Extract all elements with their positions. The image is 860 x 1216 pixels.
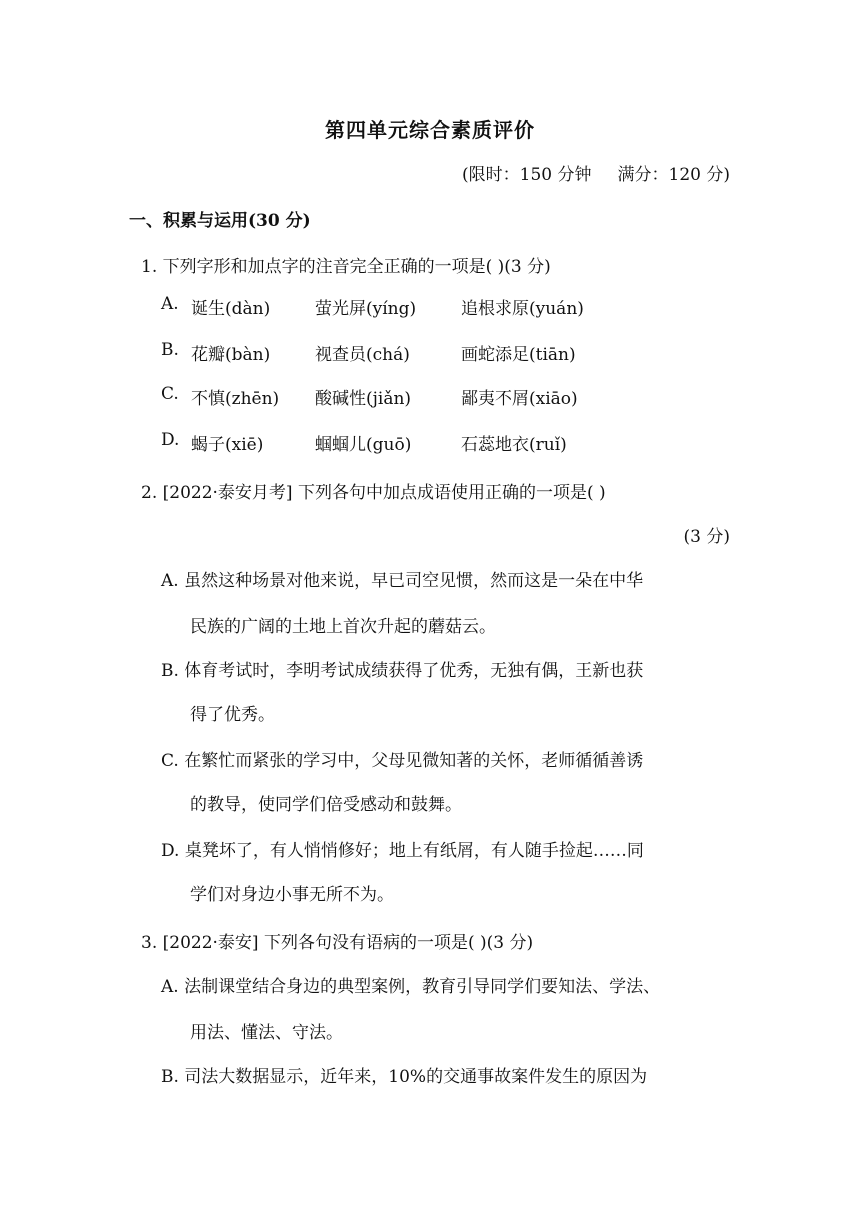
- option-part: 蝈蝈儿(guō): [315, 435, 412, 455]
- option-label: C.: [161, 384, 179, 404]
- q1-option-b: [161, 340, 576, 365]
- q2-option-b-line1: B. 体育考试时，李明考试成绩获得了优秀，无独有偶，王新也获: [161, 661, 644, 681]
- question-3-stem: 3. [2022·泰安] 下列各句没有语病的一项是( )(3 分): [141, 933, 534, 953]
- option-part: 鄙夷不屑(xiāo): [461, 389, 578, 409]
- q3-option-a-line1: A. 法制课堂结合身边的典型案例，教育引导同学们要知法、学法、: [161, 977, 661, 997]
- q2-option-d-line2: 学们对身边小事无所不为。: [190, 885, 394, 905]
- option-part: 萤光屏(yíng): [315, 299, 417, 319]
- option-part: 花瓣(bàn): [191, 345, 271, 365]
- option-part: 追根求原(yuán): [461, 299, 584, 319]
- q2-option-a-line2: 民族的广阔的土地上首次升起的蘑菇云。: [190, 617, 496, 637]
- section-heading: 一、积累与运用(30 分): [129, 211, 311, 231]
- option-part: 酸碱性(jiǎn): [315, 389, 412, 409]
- question-2-stem: 2. [2022·泰安月考] 下列各句中加点成语使用正确的一项是( ): [141, 483, 606, 503]
- option-label: B.: [161, 340, 179, 360]
- exam-meta: [462, 160, 730, 185]
- option-part: 视查员(chá): [315, 345, 410, 365]
- question-1-stem: 1. 下列字形和加点字的注音完全正确的一项是( )(3 分): [141, 257, 551, 277]
- option-part: 石蕊地衣(ruǐ): [461, 435, 567, 455]
- q2-option-b-line2: 得了优秀。: [190, 705, 275, 725]
- q2-option-d-line1: D. 桌凳坏了，有人悄悄修好；地上有纸屑，有人随手捡起……同: [161, 841, 644, 861]
- option-part: 蝎子(xiē): [191, 435, 264, 455]
- question-2-score: (3 分): [683, 527, 730, 547]
- q3-option-a-line2: 用法、懂法、守法。: [190, 1023, 343, 1043]
- q2-option-a-line1: A. 虽然这种场景对他来说，早已司空见惯，然而这是一朵在中华: [161, 571, 644, 591]
- option-label: A.: [161, 294, 179, 314]
- q3-option-b-line1: B. 司法大数据显示，近年来，10%的交通事故案件发生的原因为: [161, 1067, 648, 1087]
- q2-option-c-line2: 的教导，使同学们倍受感动和鼓舞。: [190, 795, 462, 815]
- page-title: 第四单元综合素质评价: [325, 118, 535, 142]
- option-part: 画蛇添足(tiān): [461, 345, 576, 365]
- full-score: 满分：120 分): [617, 165, 730, 185]
- q1-option-d: [161, 430, 567, 455]
- option-part: 诞生(dàn): [191, 299, 271, 319]
- time-limit: (限时：150 分钟: [462, 165, 592, 185]
- option-label: D.: [161, 430, 180, 450]
- option-part: 不慎(zhēn): [191, 389, 280, 409]
- q2-option-c-line1: C. 在繁忙而紧张的学习中，父母见微知著的关怀，老师循循善诱: [161, 751, 644, 771]
- q1-option-c: [161, 384, 578, 409]
- q1-option-a: [161, 294, 584, 319]
